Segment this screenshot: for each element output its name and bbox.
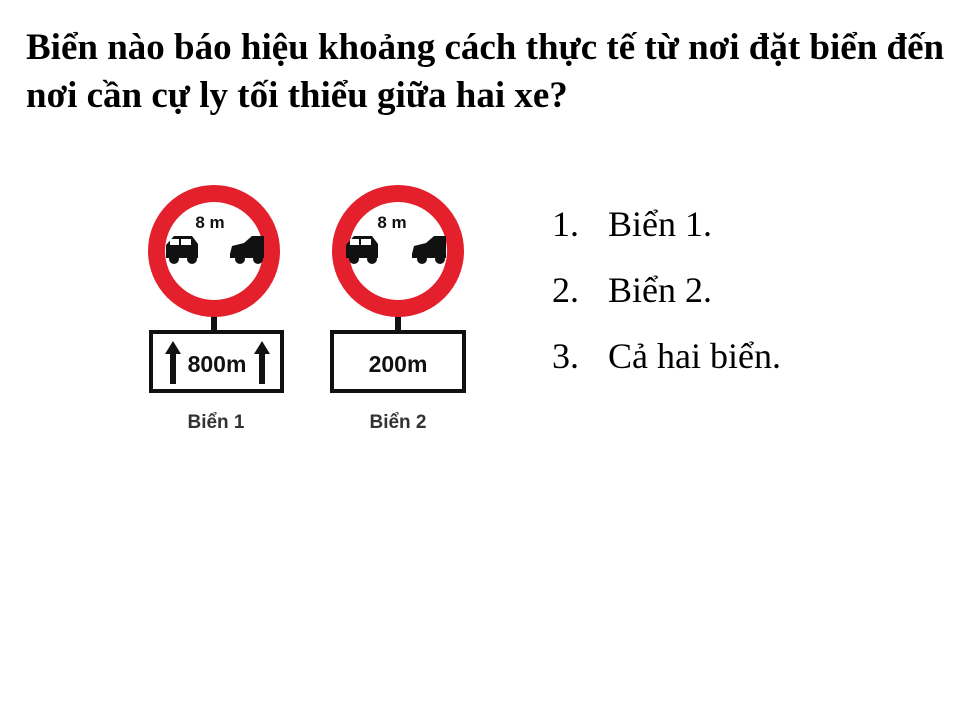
sign-1-distance-label: 8 m bbox=[195, 213, 225, 232]
answer-text: Biển 1. bbox=[608, 204, 712, 244]
answer-number: 3. bbox=[552, 336, 579, 376]
answer-number: 1. bbox=[552, 204, 579, 244]
answer-option-2[interactable] bbox=[552, 264, 781, 330]
sign-1 bbox=[148, 185, 282, 433]
answer-number: 2. bbox=[552, 270, 579, 310]
answer-option-3[interactable] bbox=[552, 330, 781, 396]
sign-1-caption: Biển 1 bbox=[187, 412, 245, 433]
sign-illustration bbox=[140, 170, 485, 440]
answer-list bbox=[552, 198, 781, 396]
sign-2-distance-label: 8 m bbox=[377, 213, 407, 232]
sign-2 bbox=[332, 185, 464, 433]
sign-2-plate-text: 200m bbox=[368, 351, 428, 377]
sign-2-caption: Biển 2 bbox=[369, 412, 427, 433]
answer-option-1[interactable] bbox=[552, 198, 781, 264]
answer-text: Biển 2. bbox=[608, 270, 712, 310]
sign-1-plate-text: 800m bbox=[187, 351, 247, 377]
question-text: Biển nào báo hiệu khoảng cách thực tế từ nơi đặt biển đến nơi cần cự ly tối thiểu giữa hai xe? bbox=[26, 27, 945, 116]
answer-text: Cả hai biển. bbox=[608, 336, 781, 376]
